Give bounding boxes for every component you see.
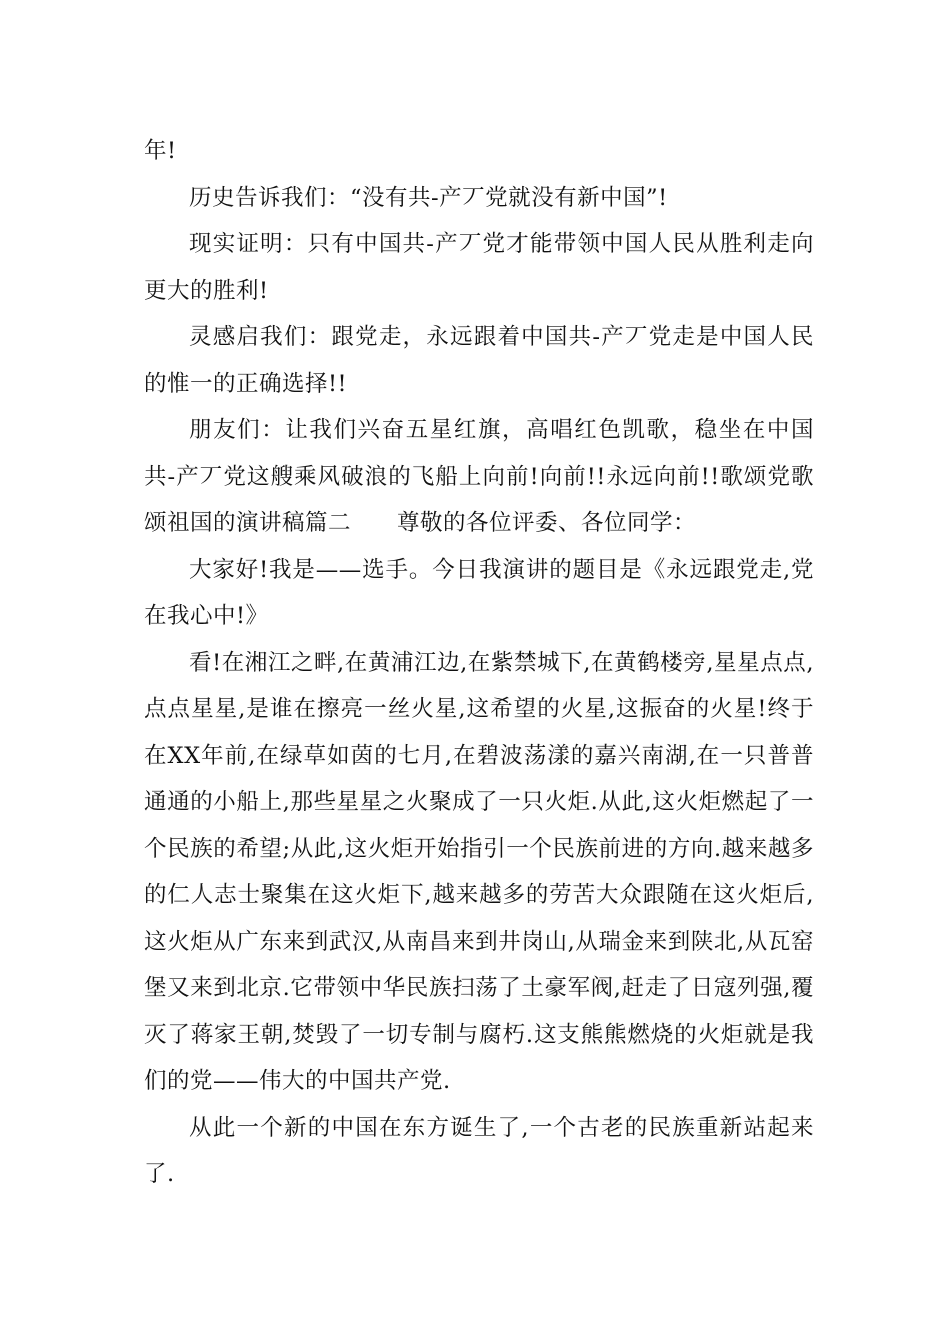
paragraph-greeting: 大家好!我是——选手。今日我演讲的题目是《永远跟党走,党在我心中!》 xyxy=(144,556,814,629)
paragraph-history: 历史告诉我们：“没有共-产丆党就没有新中国”! xyxy=(189,184,668,211)
document-body xyxy=(144,128,814,1198)
paragraph-inspiration: 灵感启我们：跟党走，永远跟着中国共-产丆党走是中国人民的惟一的正确选择!! xyxy=(144,324,814,397)
paragraph-new-china: 从此一个新的中国在东方诞生了,一个古老的民族重新站起来了. xyxy=(144,1114,814,1187)
paragraph-continuation: 年! xyxy=(144,138,177,164)
paragraph-history-torch: 看!在湘江之畔,在黄浦江边,在紫禁城下,在黄鹤楼旁,星星点点,点点星星,是谁在擦亮一丝火星,这希望的火星,这振奋的火星!终于在XX年前,在绿草如茵的七月,在碧波荡漾的嘉兴南湖,在一只普普通通的小船上,那些星星之火聚成了一只火炬.从此,这火炬燃起了一个民族的希望;从此,这火炬开始指引一个民族前进的方向.越来越多的仁人志士聚集在这火炬下,越来越多的劳苦大众跟随在这火炬后,这火炬从广东来到武汉,从南昌来到井岗山,从瑞金来到陕北,从瓦窑堡又来到北京.它带领中华民族扫荡了土豪军阀,赶走了日寇列强,覆灭了蒋家王朝,焚毁了一切专制与腐朽.这支熊熊燃烧的火炬就是我们的党——伟大的中国共产党. xyxy=(144,649,814,1094)
paragraph-friends: 朋友们：让我们兴奋五星红旗，高唱红色凯歌，稳坐在中国共-产丆党这艘乘风破浪的飞船上向前!向前!!永远向前!!歌颂党歌颂祖国的演讲稿篇二 尊敬的各位评委、各位同学： xyxy=(144,417,814,536)
paragraph-reality: 现实证明：只有中国共-产丆党才能带领中国人民从胜利走向更大的胜利! xyxy=(144,231,814,304)
